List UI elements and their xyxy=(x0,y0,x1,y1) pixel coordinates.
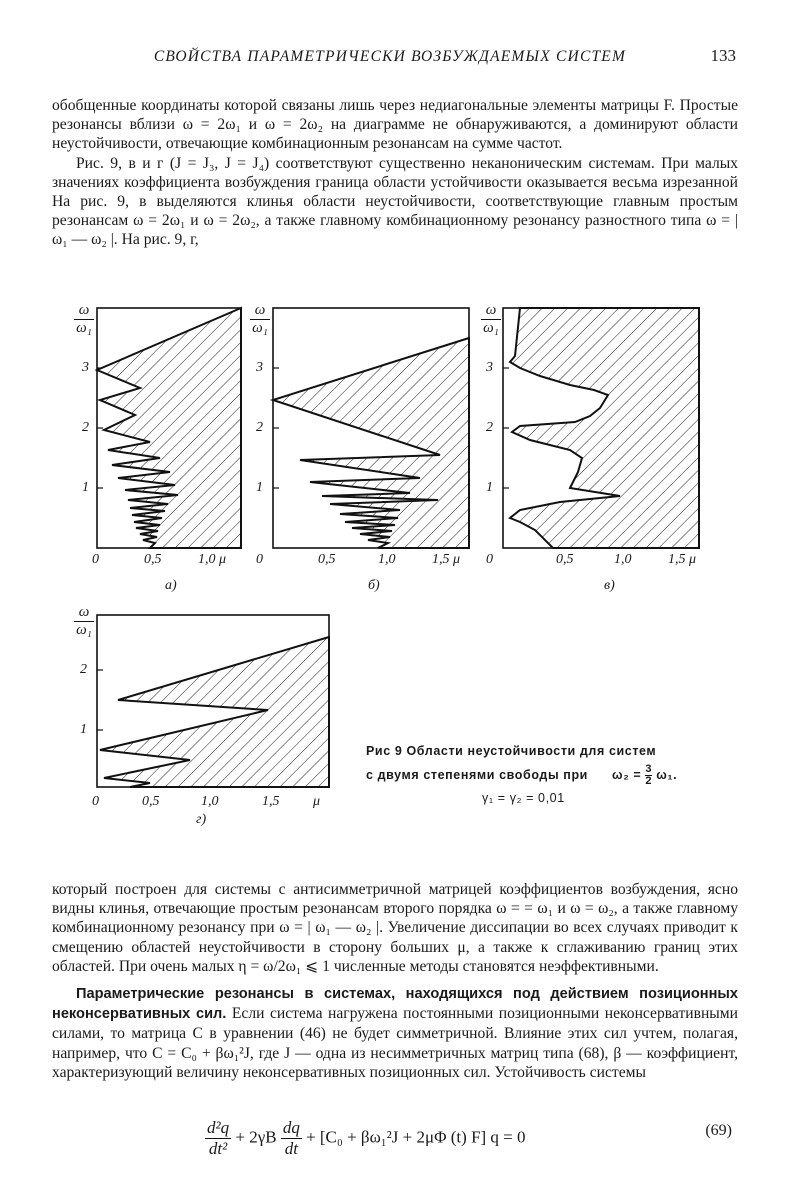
x-tick: 0 xyxy=(256,552,263,567)
panel-a xyxy=(97,308,241,548)
y-axis-label-b: ω ω₁ xyxy=(250,302,270,337)
y-tick: 1 xyxy=(256,480,263,495)
x-tick: 0,5 xyxy=(144,552,162,567)
caption-line: γ₁ = γ₂ = 0,01 xyxy=(482,791,565,805)
panel-b-region xyxy=(273,338,469,548)
y-tick: 1 xyxy=(82,480,89,495)
page-number: 133 xyxy=(710,46,736,65)
x-tick: 1,5 μ xyxy=(668,552,697,567)
y-tick: 2 xyxy=(82,420,89,435)
panel-b xyxy=(273,308,469,548)
panel-label: г) xyxy=(196,812,207,827)
paragraph: который построен для системы с антисимметричной матрицей коэффициентов возбуждения, ясно видны клинья, отвечающие простым резонансам второго порядка ω = = ω₁ и ω = ω₂, а также главному комбинационному резонансу при ω = | ω₁ — ω₂ |. Увеличение диссипации во всех случаях приводит к смещению областей неустойчивости в сторону больших μ, а также к сглаживанию границ этих областей. При очень малых η = ω/2ω₁ ⩽ 1 численные методы становятся неэффективными. xyxy=(52,881,738,975)
x-tick: 0 xyxy=(92,552,99,567)
paragraph: обобщенные координаты которой связаны лишь через недиагональные элементы матрицы F. Простые резонансы вблизи ω = 2ω₁ и ω = 2ω₂ на диаграмме не обнаруживаются, а доминируют области неустойчивости, отвечающие комбинационным резонансам на сумме частот. xyxy=(52,97,738,153)
x-tick: 1,0 xyxy=(614,552,632,567)
panel-label: б) xyxy=(368,578,380,593)
section-paragraph xyxy=(52,984,738,1082)
running-title: СВОЙСТВА ПАРАМЕТРИЧЕСКИ ВОЗБУЖДАЕМЫХ СИСТЕМ xyxy=(153,48,627,65)
x-tick: 1,0 xyxy=(378,552,396,567)
y-tick: 3 xyxy=(256,360,263,375)
x-tick: 0 xyxy=(486,552,493,567)
y-tick: 1 xyxy=(80,722,87,737)
x-tick: μ xyxy=(313,794,321,809)
y-tick: 2 xyxy=(486,420,493,435)
panel-d-region xyxy=(100,637,329,787)
y-tick: 3 xyxy=(486,360,493,375)
panel-d xyxy=(97,615,329,787)
y-tick: 2 xyxy=(256,420,263,435)
y-tick: 1 xyxy=(486,480,493,495)
caption-fraction: $\frac{3}{2}$ xyxy=(645,763,653,787)
y-axis-label-c: ω ω₁ xyxy=(481,302,501,337)
x-tick: 1,5 μ xyxy=(432,552,461,567)
text-block-top xyxy=(52,96,738,250)
x-tick: 0,5 xyxy=(318,552,336,567)
x-tick: 1,0 xyxy=(201,794,219,809)
x-tick: 0,5 xyxy=(556,552,574,567)
figure-caption xyxy=(366,744,746,805)
panel-c-region xyxy=(510,308,699,548)
x-tick: 0 xyxy=(92,794,99,809)
x-tick: 0,5 xyxy=(142,794,160,809)
y-tick: 3 xyxy=(82,360,89,375)
caption-line: Рис 9 Области неустойчивости для систем xyxy=(366,744,657,758)
panel-label: в) xyxy=(604,578,615,593)
y-axis-label-a: ω ω₁ xyxy=(74,302,94,337)
panel-label: а) xyxy=(165,578,177,593)
x-tick: 1,0 μ xyxy=(198,552,227,567)
panel-a-region xyxy=(97,308,241,548)
caption-line: с двумя степенями свободы при ω₂ = $\frac{3}{2}$ ω₁. xyxy=(366,763,678,787)
text-block-bottom xyxy=(52,880,738,1082)
x-tick: 1,5 xyxy=(262,794,280,809)
section-title: Параметрические резонансы в системах, находящихся под действием позиционных неконсервативных сил. xyxy=(52,986,738,1023)
y-axis-label-d: ω ω₁ xyxy=(74,604,94,639)
paragraph: Рис. 9, в и г (J = J₃, J = J₄) соответствуют существенно неканоническим системам. При малых значениях коэффициента возбуждения граница области устойчивости оказывается весьма изрезанной На рис. 9, в выделяются клинья области неустойчивости, соответствующие главным простым резонансам ω = 2ω₁ и ω = 2ω₂, а также главному комбинационному резонансу разностного типа ω = | ω₁ — ω₂ |. На рис. 9, г, xyxy=(52,154,738,249)
y-tick: 2 xyxy=(80,662,87,677)
section-text: Если система нагружена постоянными позиционными неконсервативными силами, то матрица C в уравнении (46) не будет симметричной. Влияние этих сил учтем, полагая, например, что C = C₀ + βω₁²J, где J — одна из несимметричных матриц типа (68), β — коэффициент, характеризующий величину неконсервативных позиционных сил. Устойчивость системы xyxy=(52,1005,738,1081)
equation-number: (69) xyxy=(705,1122,732,1139)
equation-69: $\frac{\text{d²q}}{\text{dt²}}$ + 2γB $\frac{dq}{dt}$ + [C₀ + βω₁²J + 2μΦ (t) F] q = 0 xyxy=(207,1118,526,1158)
panel-c xyxy=(503,308,699,548)
